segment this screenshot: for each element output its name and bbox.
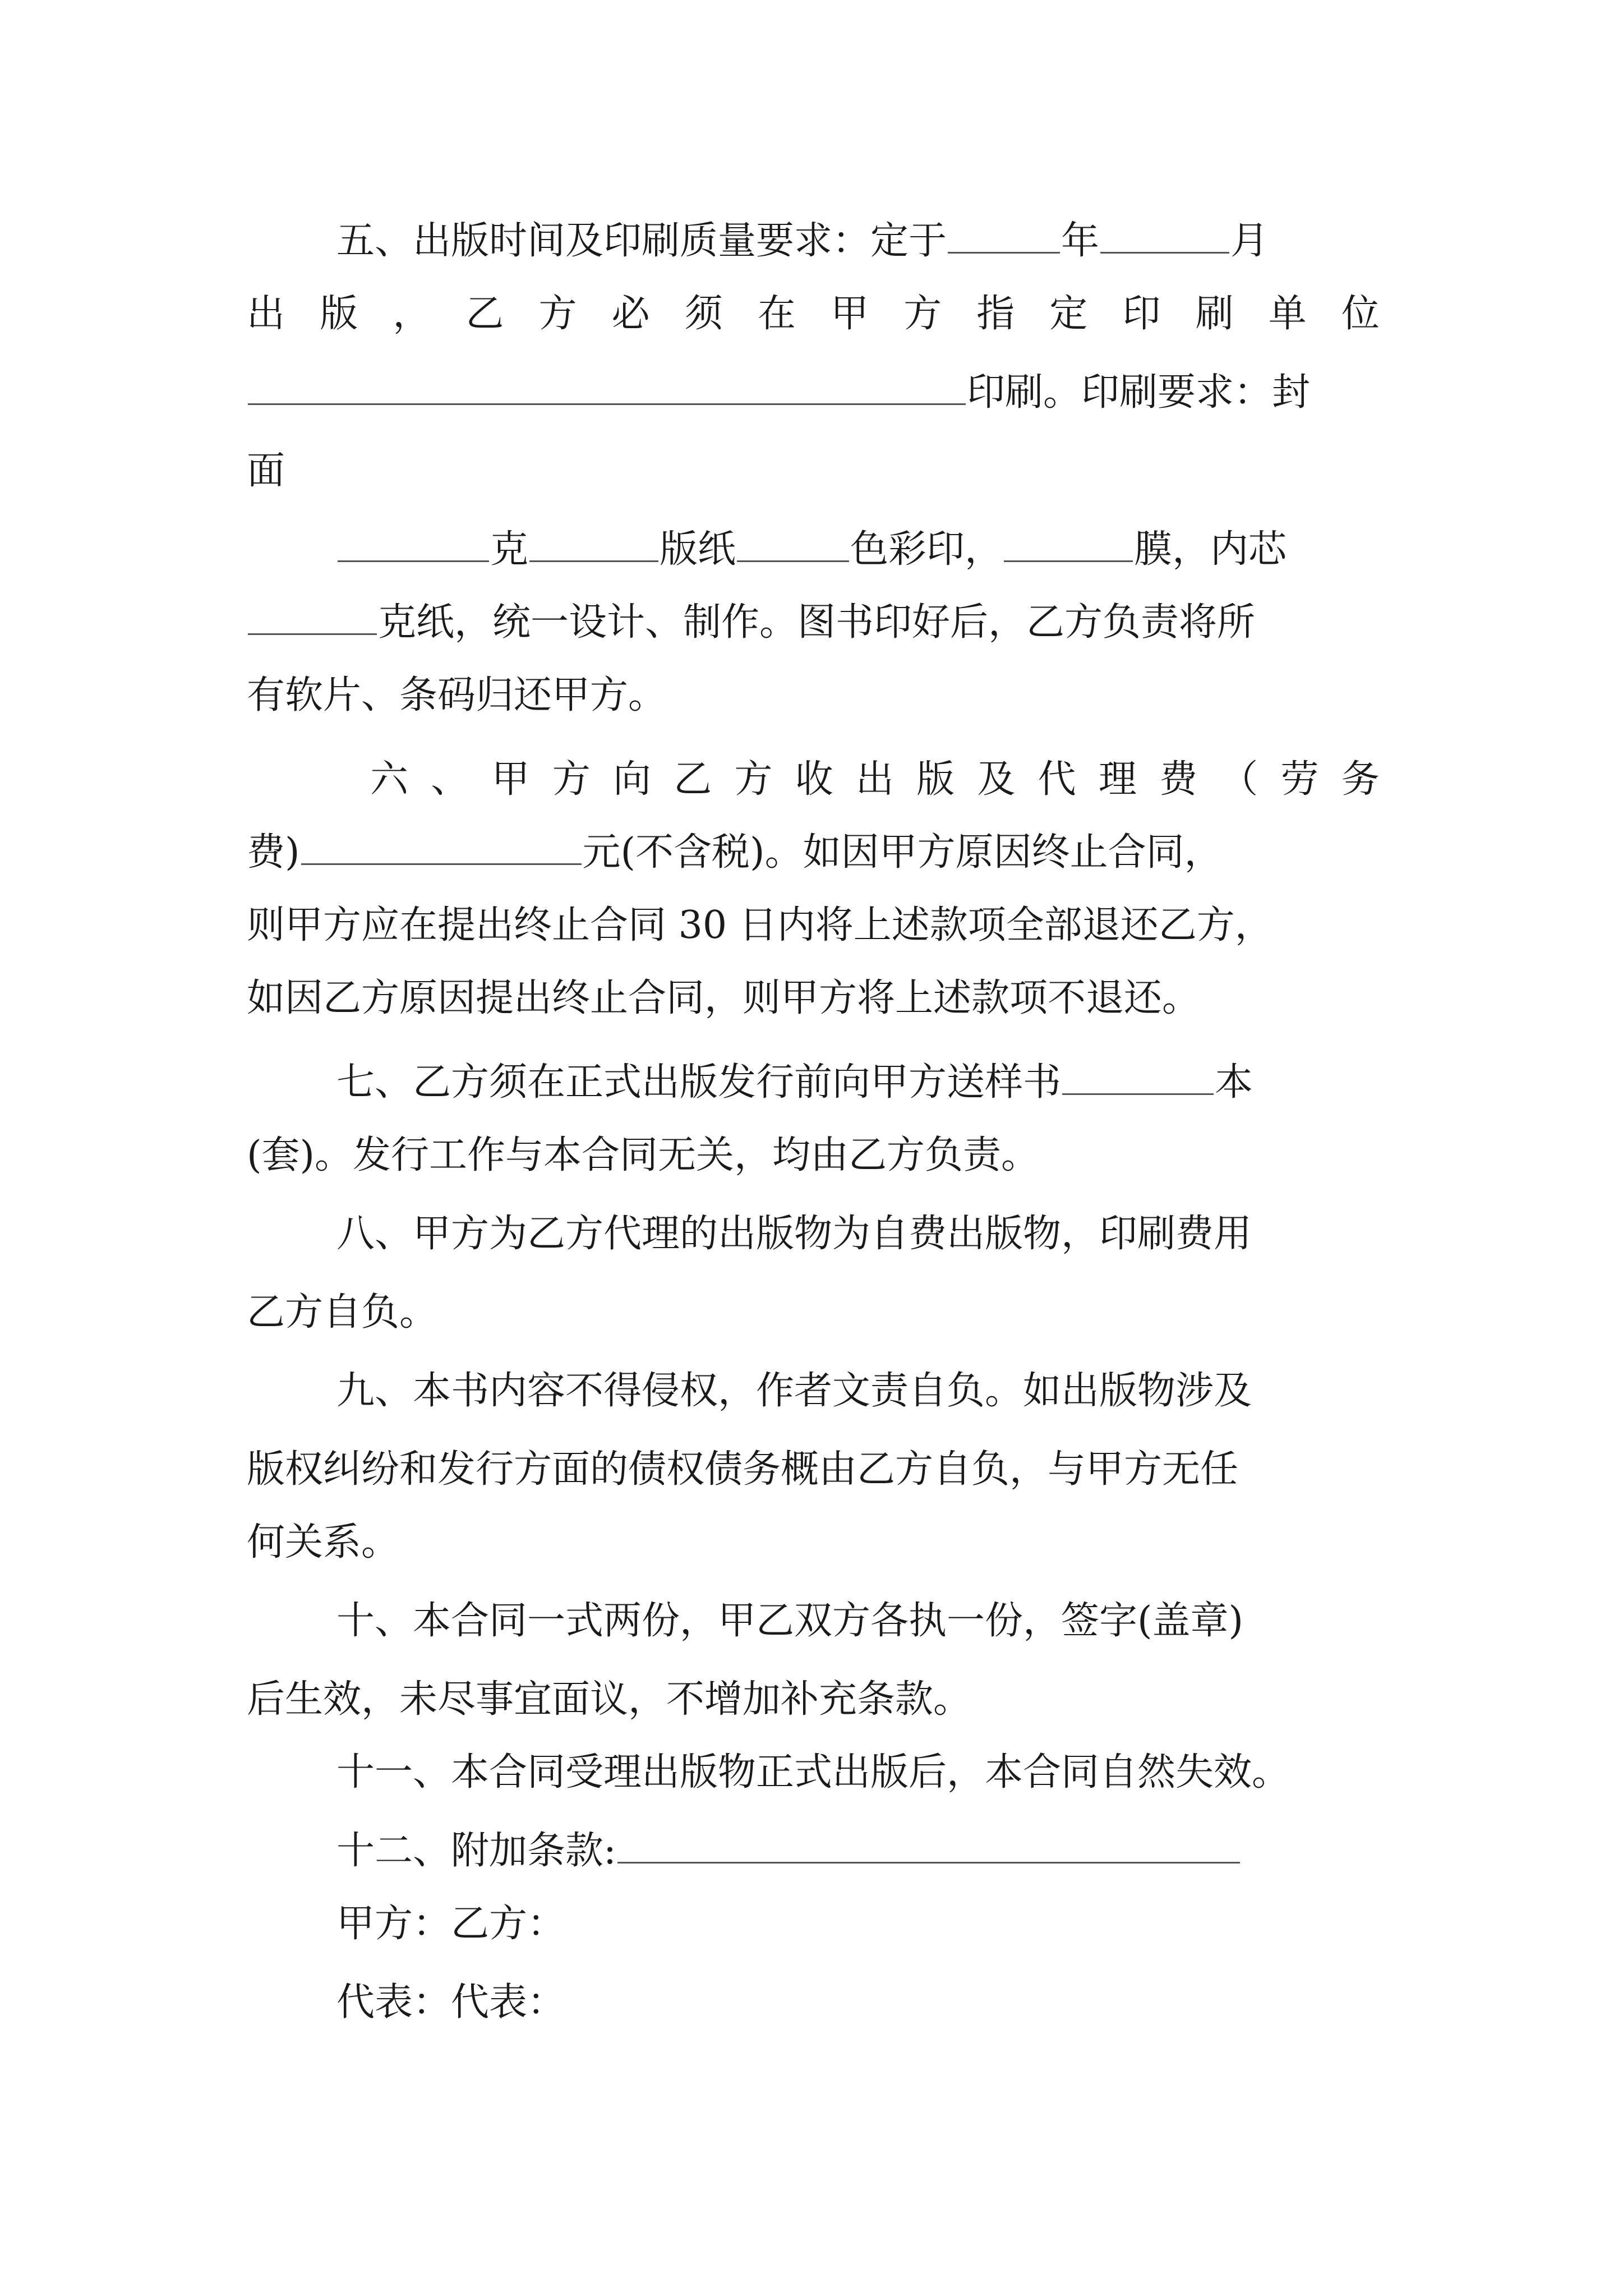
clause6-line2 [247,825,1380,881]
fee-blank[interactable] [301,863,582,865]
justified-char: 印 [1122,292,1161,336]
justified-char: 甲 [491,757,530,802]
clause9-line3: 何关系。 [247,1520,400,1565]
clause9-line1: 九、本书内容不得侵权，作者文责自负。如出版物涉及 [336,1369,1252,1413]
additional-terms-blank[interactable] [617,1862,1240,1864]
justified-char: 位 [1341,292,1380,336]
justified-char: （ [1220,757,1258,802]
year-label: 年 [1061,219,1100,263]
clause5-line2 [247,286,1380,342]
justified-char: 、 [431,757,469,802]
justified-char: 方 [903,292,942,336]
clause11-line1: 十一、本合同受理出版物正式出版后，本合同自然失效。 [336,1750,1290,1795]
month-label: 月 [1230,219,1269,263]
clause8-line2: 乙方自负。 [247,1290,438,1335]
justified-char: 六 [370,757,409,802]
clause5-line4: 面 [247,449,285,493]
month-blank[interactable] [1100,252,1229,254]
justified-char: 刷 [1195,292,1234,336]
sample-books-blank[interactable] [1062,1093,1214,1095]
clause8-line1: 八、甲方为乙方代理的出版物为自费出版物，印刷费用 [336,1212,1252,1256]
justified-char: 甲 [831,292,869,336]
year-blank[interactable] [948,252,1060,254]
fee-label: 费) [247,830,300,875]
clause5-line1 [336,213,1380,269]
justified-char: 劳 [1280,757,1319,802]
justified-char: 费 [1159,757,1198,802]
justified-char: 必 [611,292,650,336]
justified-char: 版 [916,757,955,802]
clause5-line7: 有软片、条码归还甲方。 [247,673,667,717]
justified-char: 乙 [674,757,712,802]
print-requirement-text: 印刷。印刷要求：封 [967,370,1311,415]
justified-char: 方 [538,292,577,336]
color-blank[interactable] [737,560,849,562]
clause9-line2: 版权纠纷和发行方面的债权债务概由乙方自负，与甲方无任 [247,1447,1239,1492]
justified-char: 定 [1049,292,1088,336]
film-blank[interactable] [1004,560,1133,562]
cover-weight-blank[interactable] [338,560,489,562]
justified-char: 单 [1268,292,1307,336]
paper-label: 版纸 [660,527,736,572]
inner-paper-text: 克纸，统一设计、制作。图书印好后，乙方负责将所 [378,600,1256,645]
justified-char: 须 [684,292,723,336]
clause5-line6 [247,595,1380,651]
justified-char: 代 [1038,757,1076,802]
justified-char: 在 [757,292,796,336]
clause7-line1 [336,1055,1380,1111]
justified-char: 版 [320,292,358,336]
clause6-line1 [370,752,1380,808]
inner-paper-blank[interactable] [248,633,377,635]
copies-label: 本 [1215,1060,1253,1105]
additional-terms-label: 十二、附加条款: [336,1829,616,1873]
justified-char: 方 [552,757,591,802]
clause5-text: 五、出版时间及印刷质量要求：定于 [336,219,947,263]
clause6-line4: 如因乙方原因提出终止合同，则甲方将上述款项不退还。 [247,976,1201,1020]
clause7-line2: (套)。发行工作与本合同无关，均由乙方负责。 [247,1133,1040,1177]
film-label: 膜，内芯 [1134,527,1287,572]
clause5-line3 [247,365,1380,421]
paper-type-blank[interactable] [529,560,658,562]
justified-char: 出 [247,292,285,336]
sample-books-text: 七、乙方须在正式出版发行前向甲方送样书 [336,1060,1062,1105]
justified-char: ， [393,292,431,336]
clause10-line1: 十、本合同一式两份，甲乙双方各执一份，签字(盖章) [336,1599,1244,1643]
clause10-line2: 后生效，未尽事宜面议，不增加补充条款。 [247,1677,972,1722]
justified-char: 乙 [465,292,504,336]
representatives-line: 代表：代表： [336,1980,566,2024]
clause5-line5 [336,522,1380,578]
clause6-line3: 则甲方应在提出终止合同 30 日内将上述款项全部退还乙方， [247,903,1273,947]
justified-char: 向 [612,757,651,802]
justified-char: 理 [1098,757,1137,802]
clause12-line1 [336,1823,1380,1879]
justified-char: 方 [734,757,773,802]
gram-label: 克 [490,527,529,572]
parties-line: 甲方：乙方： [336,1902,566,1946]
justified-char: 务 [1341,757,1380,802]
justified-char: 收 [795,757,833,802]
justified-char: 及 [977,757,1016,802]
color-print-label: 色彩印， [850,527,1003,572]
fee-text: 元(不含税)。如因甲方原因终止合同， [582,830,1223,875]
justified-char: 指 [976,292,1015,336]
justified-char: 出 [855,757,894,802]
printer-blank[interactable] [248,403,966,405]
